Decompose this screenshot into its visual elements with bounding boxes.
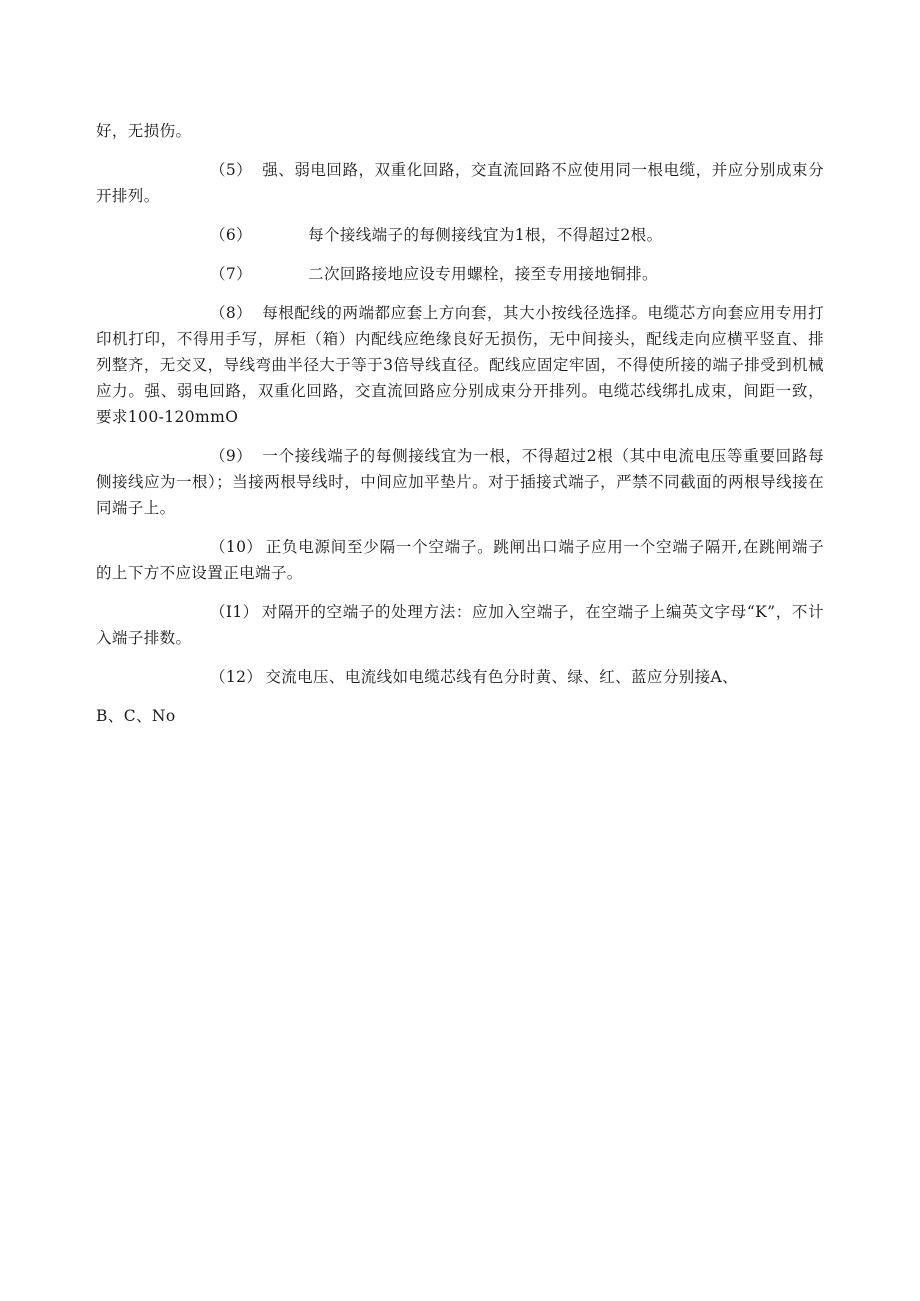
item-number: （5） [210,161,253,179]
paragraph-text: 一个接线端子的每侧接线宜为一根，不得超过2根（其中电流电压等重要回路每侧接线应为一根）；当接两根导线时，中间应加平垫片。对于插接式端子，严禁不同截面的两根导线接在同端子上。 [96,447,824,517]
paragraph-item-10 [96,534,824,586]
item-number: （10） [210,538,263,556]
document-body [96,118,824,742]
item-number: （6） [210,226,253,244]
item-number: （9） [210,447,253,465]
paragraph-item-11 [96,599,824,651]
item-number: （I1） [210,603,259,621]
paragraph-text: 对隔开的空端子的处理方法：应加入空端子，在空端子上编英文字母“K”，不计入端子排数。 [96,603,824,647]
paragraph-item-8 [96,300,824,430]
paragraph-item-5 [96,157,824,209]
paragraph-text: 正负电源间至少隔一个空端子。跳闸出口端子应用一个空端子隔开,在跳闸端子的上下方不应设置正电端子。 [96,538,824,582]
item-number: （7） [210,265,253,283]
paragraph-item-9 [96,443,824,521]
paragraph-text: 每个接线端子的每侧接线宜为1根，不得超过2根。 [308,226,663,244]
paragraph-text: 交流电压、电流线如电缆芯线有色分时黄、绿、红、蓝应分别接A、 [265,668,739,686]
paragraph-text: 二次回路接地应设专用螺栓，接至专用接地铜排。 [308,265,658,283]
item-number: （8） [210,304,253,322]
paragraph-continuation-end [96,703,824,729]
paragraph-item-6 [96,222,824,248]
paragraph-item-7 [96,261,824,287]
item-number: （12） [210,668,263,686]
paragraph-item-12 [96,664,824,690]
paragraph-continuation [96,118,824,144]
paragraph-text: B、C、No [96,707,176,725]
paragraph-text: 每根配线的两端都应套上方向套，其大小按线径选择。电缆芯方向套应用专用打印机打印，不得用手写，屏柜（箱）内配线应绝缘良好无损伤，无中间接头，配线走向应横平竖直、排列整齐，无交叉，导线弯曲半径大于等于3倍导线直径。配线应固定牢固，不得使所接的端子排受到机械应力。强、弱电回路，双重化回路，交直流回路应分别成束分开排列。电缆芯线绑扎成束，间距一致，要求100-120mmO [96,304,824,426]
paragraph-text: 好，无损伤。 [96,122,192,140]
paragraph-text: 强、弱电回路，双重化回路，交直流回路不应使用同一根电缆，并应分别成束分开排列。 [96,161,824,205]
